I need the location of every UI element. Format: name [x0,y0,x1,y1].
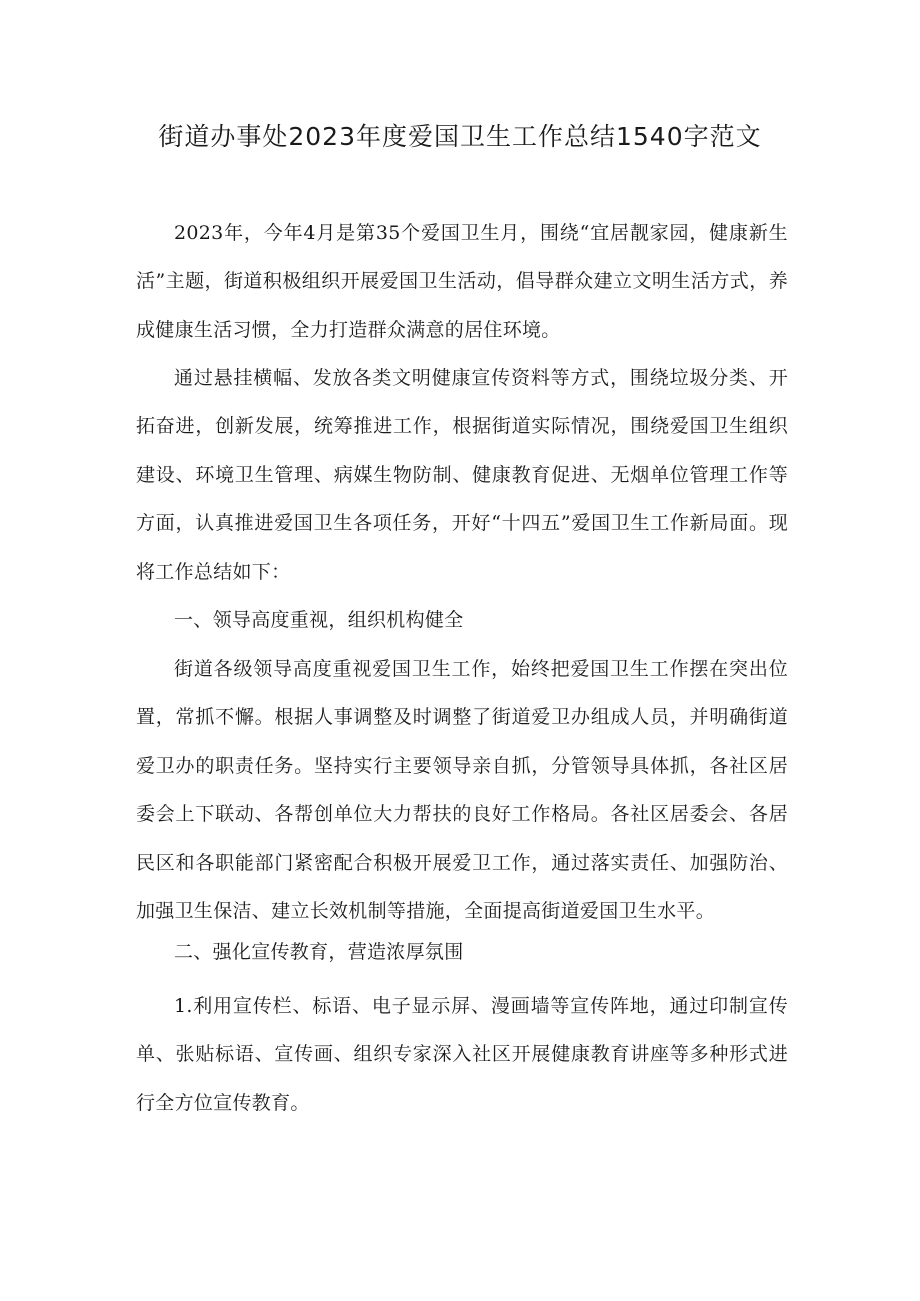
document-title: 街道办事处2023年度爱国卫生工作总结1540字范文 [158,122,762,151]
paragraph-leadership: 街道各级领导高度重视爱国卫生工作，始终把爱国卫生工作摆在突出位置，常抓不懈。根据人事调整及时调整了街道爱卫办组成人员，并明确街道爱卫办的职责任务。坚持实行主要领导亲自抓，分管领导具体抓，各社区居委会上下联动、各帮创单位大力帮扶的良好工作格局。各社区居委会、各居民区和各职能部门紧密配合积极开展爱卫工作，通过落实责任、加强防治、加强卫生保洁、建立长效机制等措施，全面提高街道爱国卫生水平。 [136,658,788,923]
section-heading-2: 二、强化宣传教育，营造浓厚氛围 [174,941,464,963]
paragraph-overview: 通过悬挂横幅、发放各类文明健康宣传资料等方式，围绕垃圾分类、开拓奋进，创新发展，统筹推进工作，根据街道实际情况，围绕爱国卫生组织建设、环境卫生管理、病媒生物防制、健康教育促进、无烟单位管理工作等方面，认真推进爱国卫生各项任务，开好“十四五”爱国卫生工作新局面。现将工作总结如下： [136,367,788,583]
section-heading-1: 一、领导高度重视，组织机构健全 [174,609,464,631]
paragraph-intro: 2023年，今年4月是第35个爱国卫生月，围绕“宜居靓家园，健康新生活”主题，街道积极组织开展爱国卫生活动，倡导群众建立文明生活方式，养成健康生活习惯，全力打造群众满意的居住环境。 [136,222,788,341]
paragraph-publicity: 1.利用宣传栏、标语、电子显示屏、漫画墙等宣传阵地，通过印制宣传单、张贴标语、宣传画、组织专家深入社区开展健康教育讲座等多种形式进行全方位宣传教育。 [136,995,788,1114]
